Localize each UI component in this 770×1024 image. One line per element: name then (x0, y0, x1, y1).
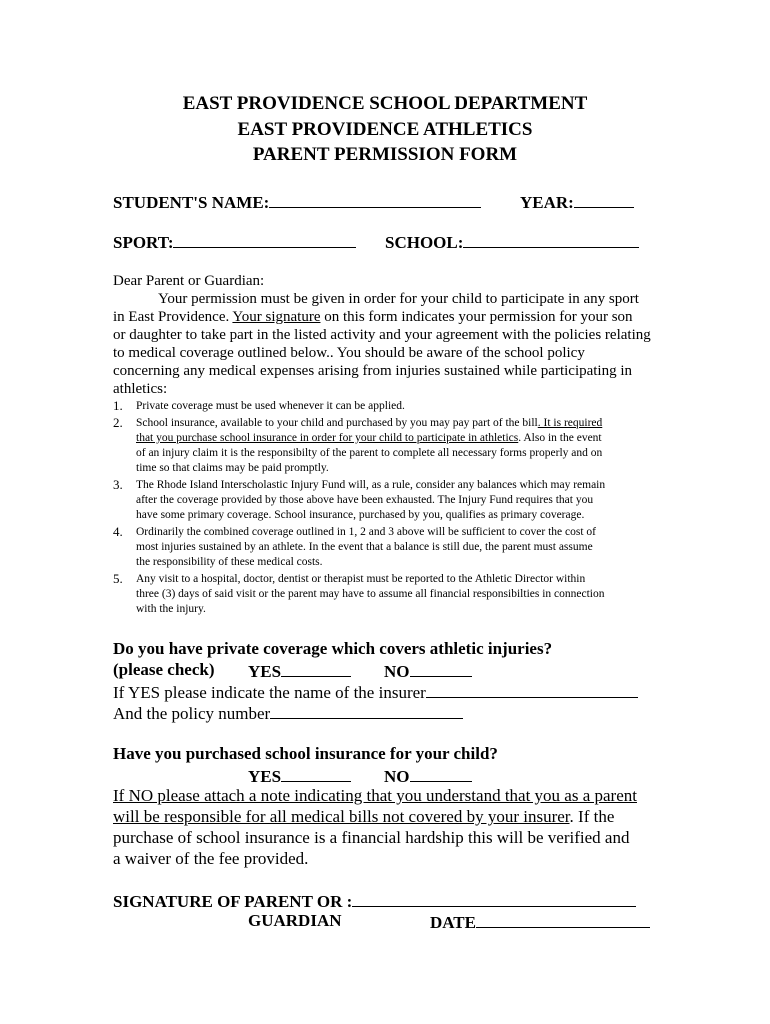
please-check-label: (please check) (113, 660, 215, 679)
school-blank[interactable] (463, 231, 639, 248)
insurer-label: If YES please indicate the name of the insurer (113, 683, 426, 702)
q2-yes-blank[interactable] (281, 765, 351, 782)
q1-yes-label: YES (248, 662, 282, 681)
list-item-4-line-2: most injuries sustained by an athlete. In the event that a balance is still due, the parent must assume (136, 541, 593, 553)
signature-blank[interactable] (352, 890, 636, 907)
note-line-2-underlined: will be responsible for all medical bills not covered by your insurer (113, 807, 570, 826)
letter-line-2-c: on this form indicates your permission for your son (320, 309, 633, 325)
year-label: YEAR: (520, 193, 574, 212)
signature-field (113, 890, 636, 912)
list-item-5-line-2: three (3) days of said visit or the parent may have to assume all financial responsibilties in connection (136, 588, 605, 600)
policy-number-label: And the policy number (113, 704, 271, 723)
guardian-label: GUARDIAN (248, 911, 342, 930)
school-insurance-question: Have you purchased school insurance for your child? (113, 744, 498, 763)
date-label: DATE (430, 913, 476, 932)
student-name-label: STUDENT'S NAME: (113, 193, 270, 212)
school-label: SCHOOL: (385, 233, 464, 252)
policy-number-field (113, 702, 463, 724)
date-blank-extension[interactable] (554, 911, 650, 928)
list-number-5: 5. (113, 571, 123, 586)
q1-yes-option (248, 660, 351, 682)
your-signature-text: Your signature (232, 309, 321, 325)
private-coverage-question: Do you have private coverage which covers athletic injuries? (113, 639, 553, 658)
header-school-department: EAST PROVIDENCE SCHOOL DEPARTMENT (182, 93, 588, 114)
list-item-2-line-2 (136, 432, 602, 444)
list-item-1: Private coverage must be used whenever it can be applied. (136, 400, 405, 412)
policy-number-blank[interactable] (270, 702, 463, 719)
letter-line-3: or daughter to take part in the listed activity and your agreement with the policies relating (113, 327, 651, 343)
letter-line-6: athletics: (113, 381, 168, 397)
list-item-3-line-3: have some primary coverage. School insurance, purchased by you, qualifies as primary coverage. (136, 509, 585, 521)
q2-no-label: NO (384, 767, 410, 786)
q1-no-option (384, 660, 472, 682)
list-item-2-required-a: . It is required (537, 417, 603, 429)
insurer-field (113, 681, 638, 703)
list-item-2-line-1 (136, 417, 602, 429)
q2-no-blank[interactable] (410, 765, 472, 782)
student-name-blank[interactable] (269, 191, 481, 208)
list-item-3-line-2: after the coverage provided by those above have been exhausted. The Injury Fund requires that you (136, 494, 594, 506)
student-name-field (113, 191, 481, 213)
greeting: Dear Parent or Guardian: (113, 273, 265, 289)
note-line-2 (113, 807, 614, 827)
list-item-4-line-3: the responsibility of these medical costs. (136, 556, 323, 568)
letter-line-2 (113, 309, 633, 326)
q1-no-label: NO (384, 662, 410, 681)
sport-field (113, 231, 356, 253)
letter-line-1: Your permission must be given in order for your child to participate in any sport (158, 291, 639, 307)
note-line-1: If NO please attach a note indicating that you understand that you as a parent (113, 786, 637, 805)
sport-label: SPORT: (113, 233, 174, 252)
signature-label: SIGNATURE OF PARENT OR : (113, 892, 353, 911)
q2-yes-option (248, 765, 351, 787)
year-field (520, 191, 634, 213)
letter-line-5: concerning any medical expenses arising from injuries sustained while participating in (113, 363, 633, 379)
letter-line-2-a: in East Providence. (113, 309, 233, 325)
letter-line-4: to medical coverage outlined below.. You should be aware of the school policy (113, 345, 585, 361)
list-number-4: 4. (113, 524, 123, 539)
q1-yes-blank[interactable] (281, 660, 351, 677)
header-athletics: EAST PROVIDENCE ATHLETICS (237, 119, 533, 140)
list-item-2-text-b: . Also in the event (518, 432, 602, 444)
list-item-2-required-b: that you purchase school insurance in order for your child to participate in athletics (136, 432, 519, 444)
note-line-3: purchase of school insurance is a financial hardship this will be verified and (113, 828, 630, 847)
header-form-title: PARENT PERMISSION FORM (252, 144, 518, 165)
sport-blank[interactable] (173, 231, 356, 248)
list-item-5-line-1: Any visit to a hospital, doctor, dentist or therapist must be reported to the Athletic Director within (136, 573, 586, 585)
insurer-blank[interactable] (426, 681, 638, 698)
year-blank[interactable] (574, 191, 634, 208)
list-item-3-line-1: The Rhode Island Interscholastic Injury Fund will, as a rule, consider any balances which may remain (136, 479, 606, 491)
list-number-2: 2. (113, 415, 123, 430)
q2-no-option (384, 765, 472, 787)
list-item-2-text-a: School insurance, available to your child and purchased by you may pay part of the bill (136, 417, 538, 429)
note-line-4: a waiver of the fee provided. (113, 849, 309, 868)
note-line-2-rest: . If the (569, 807, 615, 826)
q2-yes-label: YES (248, 767, 282, 786)
q1-no-blank[interactable] (410, 660, 472, 677)
list-item-2-line-4: time so that claims may be paid promptly. (136, 462, 329, 474)
list-item-2-line-3: of an injury claim it is the responsibilty of the parent to complete all necessary forms properly and on (136, 447, 603, 459)
school-field (385, 231, 639, 253)
list-number-1: 1. (113, 398, 123, 413)
list-item-5-line-3: with the injury. (136, 603, 206, 615)
date-field (430, 911, 650, 933)
list-number-3: 3. (113, 477, 123, 492)
list-item-4-line-1: Ordinarily the combined coverage outlined in 1, 2 and 3 above will be sufficient to cover the cost of (136, 526, 596, 538)
date-blank[interactable] (476, 911, 554, 928)
